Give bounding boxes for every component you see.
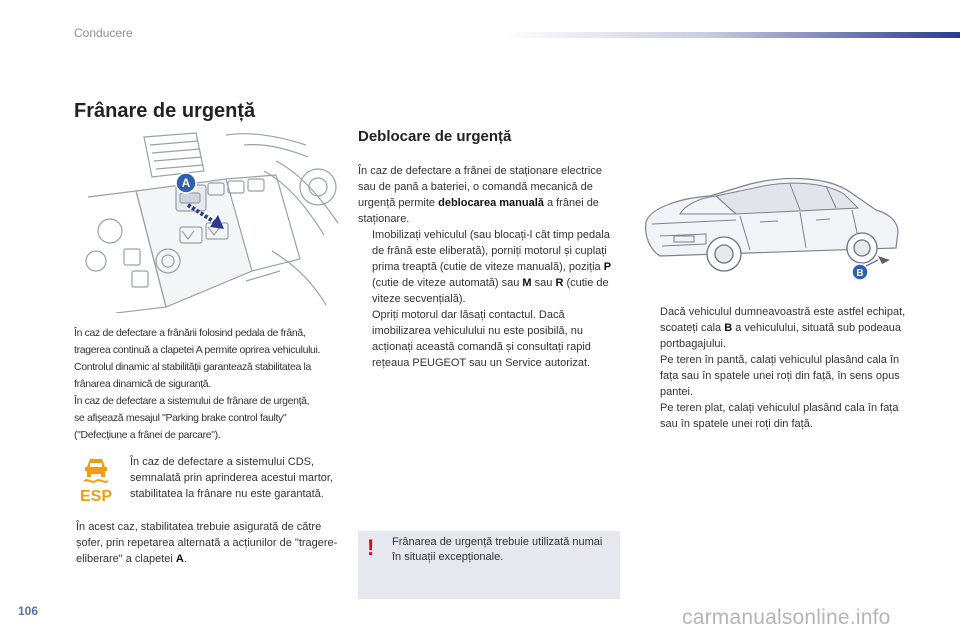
list-item: Dacă vehiculul dumneavoastră este astfel echipat, scoateți cala B a vehiculului, situată sub podeaua portbagajului.	[660, 306, 906, 350]
unlock-steps	[358, 227, 620, 371]
caption-line: În caz de defectare a sistemului de frânare de urgență,	[74, 395, 310, 407]
left-caption	[74, 325, 352, 444]
cds-paragraph: În caz de defectare a sistemului CDS, semnalată prin aprinderea acestui martor, stabilitatea la frânare nu este garantată.	[130, 456, 333, 500]
page-number: 106	[18, 604, 39, 618]
section-subtitle: Deblocare de urgență	[358, 128, 512, 145]
label-b: B	[856, 268, 864, 279]
caption-line: tragerea continuă a clapetei A permite oprirea vehiculului.	[74, 344, 321, 356]
caption-line: Controlul dinamic al stabilității garantează stabilitatea la	[74, 361, 311, 373]
car-illustration	[640, 170, 904, 284]
list-item: Opriți motorul dar lăsați contactul. Dacă imobilizarea vehiculului nu este posibilă, nu acționați această comandă și consultați rapid rețeaua PEUGEOT sau un Service autorizat.	[372, 309, 591, 369]
chock-steps	[646, 304, 906, 432]
warning-text: Frânarea de urgență trebuie utilizată numai în situații excepționale.	[392, 536, 603, 563]
watermark: carmanualsonline.info	[682, 606, 891, 629]
header-bar	[500, 32, 960, 38]
stability-paragraph: În acest caz, stabilitatea trebuie asigurată de către șofer, prin repetarea alternată a acțiunilor de "tragere-eliberare" a clapetei A.	[76, 521, 338, 565]
list-item: Pe teren în pantă, calați vehiculul plasând cala în fața sau în spatele unei roți din față, în sens opus pantei. Pe teren plat, calați vehiculul plasând cala în fața sau în spatele unei roți din față.	[660, 354, 900, 430]
console-illustration	[76, 131, 350, 313]
exclamation-icon: !	[367, 535, 375, 560]
list-item: Imobilizați vehiculul (sau blocați-l cât timp pedala de frână este eliberată), porniți motorul și cuplați prima treaptă (cutie de viteze manuală), poziția P (cutie de viteze automată) sau M sau R (cutie de viteze secvențială).	[372, 229, 612, 305]
caption-line: se afișează mesajul "Parking brake control faulty"	[74, 412, 287, 424]
unlock-intro: În caz de defectare a frânei de staționare electrice sau de pană a bateriei, o comandă mecanică de urgență permite deblocarea manuală a frânei de staționare.	[358, 165, 602, 225]
caption-line: În caz de defectare a frânării folosind pedala de frână,	[74, 327, 306, 339]
label-a: A	[181, 176, 191, 190]
page-title: Frânare de urgență	[74, 100, 256, 122]
caption-line: frânarea dinamică de siguranță.	[74, 378, 211, 390]
section-label: Conducere	[74, 26, 133, 40]
caption-line: ("Defecțiune a frânei de parcare").	[74, 429, 221, 441]
esp-label: ESP	[80, 488, 113, 505]
